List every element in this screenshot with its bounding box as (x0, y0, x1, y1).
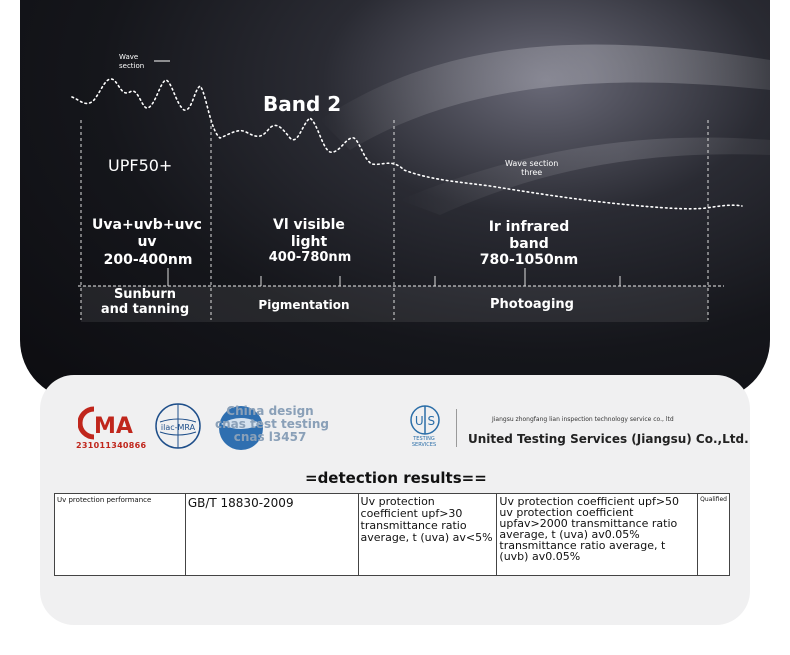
spectrum-panel (20, 0, 770, 400)
light-swoosh (320, 44, 770, 150)
ilac-mra-logo-icon (154, 402, 202, 450)
light-swoosh-lower (400, 138, 770, 216)
band2-title: Band 2 (263, 92, 342, 116)
visible-band-name: Vl visible light (273, 217, 345, 250)
uv-band-name: Uva+uvb+uvc uv (92, 217, 202, 250)
cnas-text: China design cnas test testing cnas l3457 (215, 404, 330, 444)
uv-band-range: 200-400nm (103, 252, 193, 268)
test-requirement: Uv protection coefficient upf>30 transmittance ratio average, t (uva) av<5% (358, 494, 497, 576)
infrared-band-range: 780-1050nm (479, 252, 579, 268)
test-result: Uv protection coefficient upf>50 uv protection coefficient upfav>2000 transmittance ratio average, t (uva) av0.05% transmittance ratio average, t (uvb) av0.05% (497, 494, 698, 576)
results-table (54, 493, 730, 576)
wave-section-label: Wave section (119, 53, 145, 70)
visible-effect: Pigmentation (258, 298, 350, 312)
visible-band-range: 400-780nm (268, 250, 352, 265)
test-standard: GB/T 18830-2009 (185, 494, 358, 576)
test-item: Uv protection performance (55, 494, 186, 576)
company-chinese-name: Jiangsu zhongfang lian inspection technology service co., ltd (492, 416, 674, 423)
table-row (55, 494, 730, 576)
ust-logo-icon (404, 404, 446, 436)
cma-logo-icon (78, 405, 140, 441)
test-verdict: Qualified (698, 494, 730, 576)
ust-caption: TESTING SERVICES (411, 436, 437, 448)
results-heading: =detection results== (305, 469, 487, 487)
cma-number: 231011340866 (76, 441, 147, 450)
uv-effect: Sunburn and tanning (100, 287, 190, 317)
upf-rating: UPF50+ (108, 156, 173, 175)
infrared-effect: Photoaging (490, 297, 574, 312)
svg-text:U S: U S (414, 414, 436, 428)
company-name: United Testing Services (Jiangsu) Co.,Ltd. (468, 432, 749, 446)
infrared-band-name: Ir infrared band (488, 219, 570, 252)
logo-divider (456, 409, 457, 447)
svg-text:ilac-MRA: ilac-MRA (160, 423, 196, 432)
wave-section-three-label: Wave section three (505, 159, 559, 177)
svg-text:MA: MA (94, 414, 133, 439)
